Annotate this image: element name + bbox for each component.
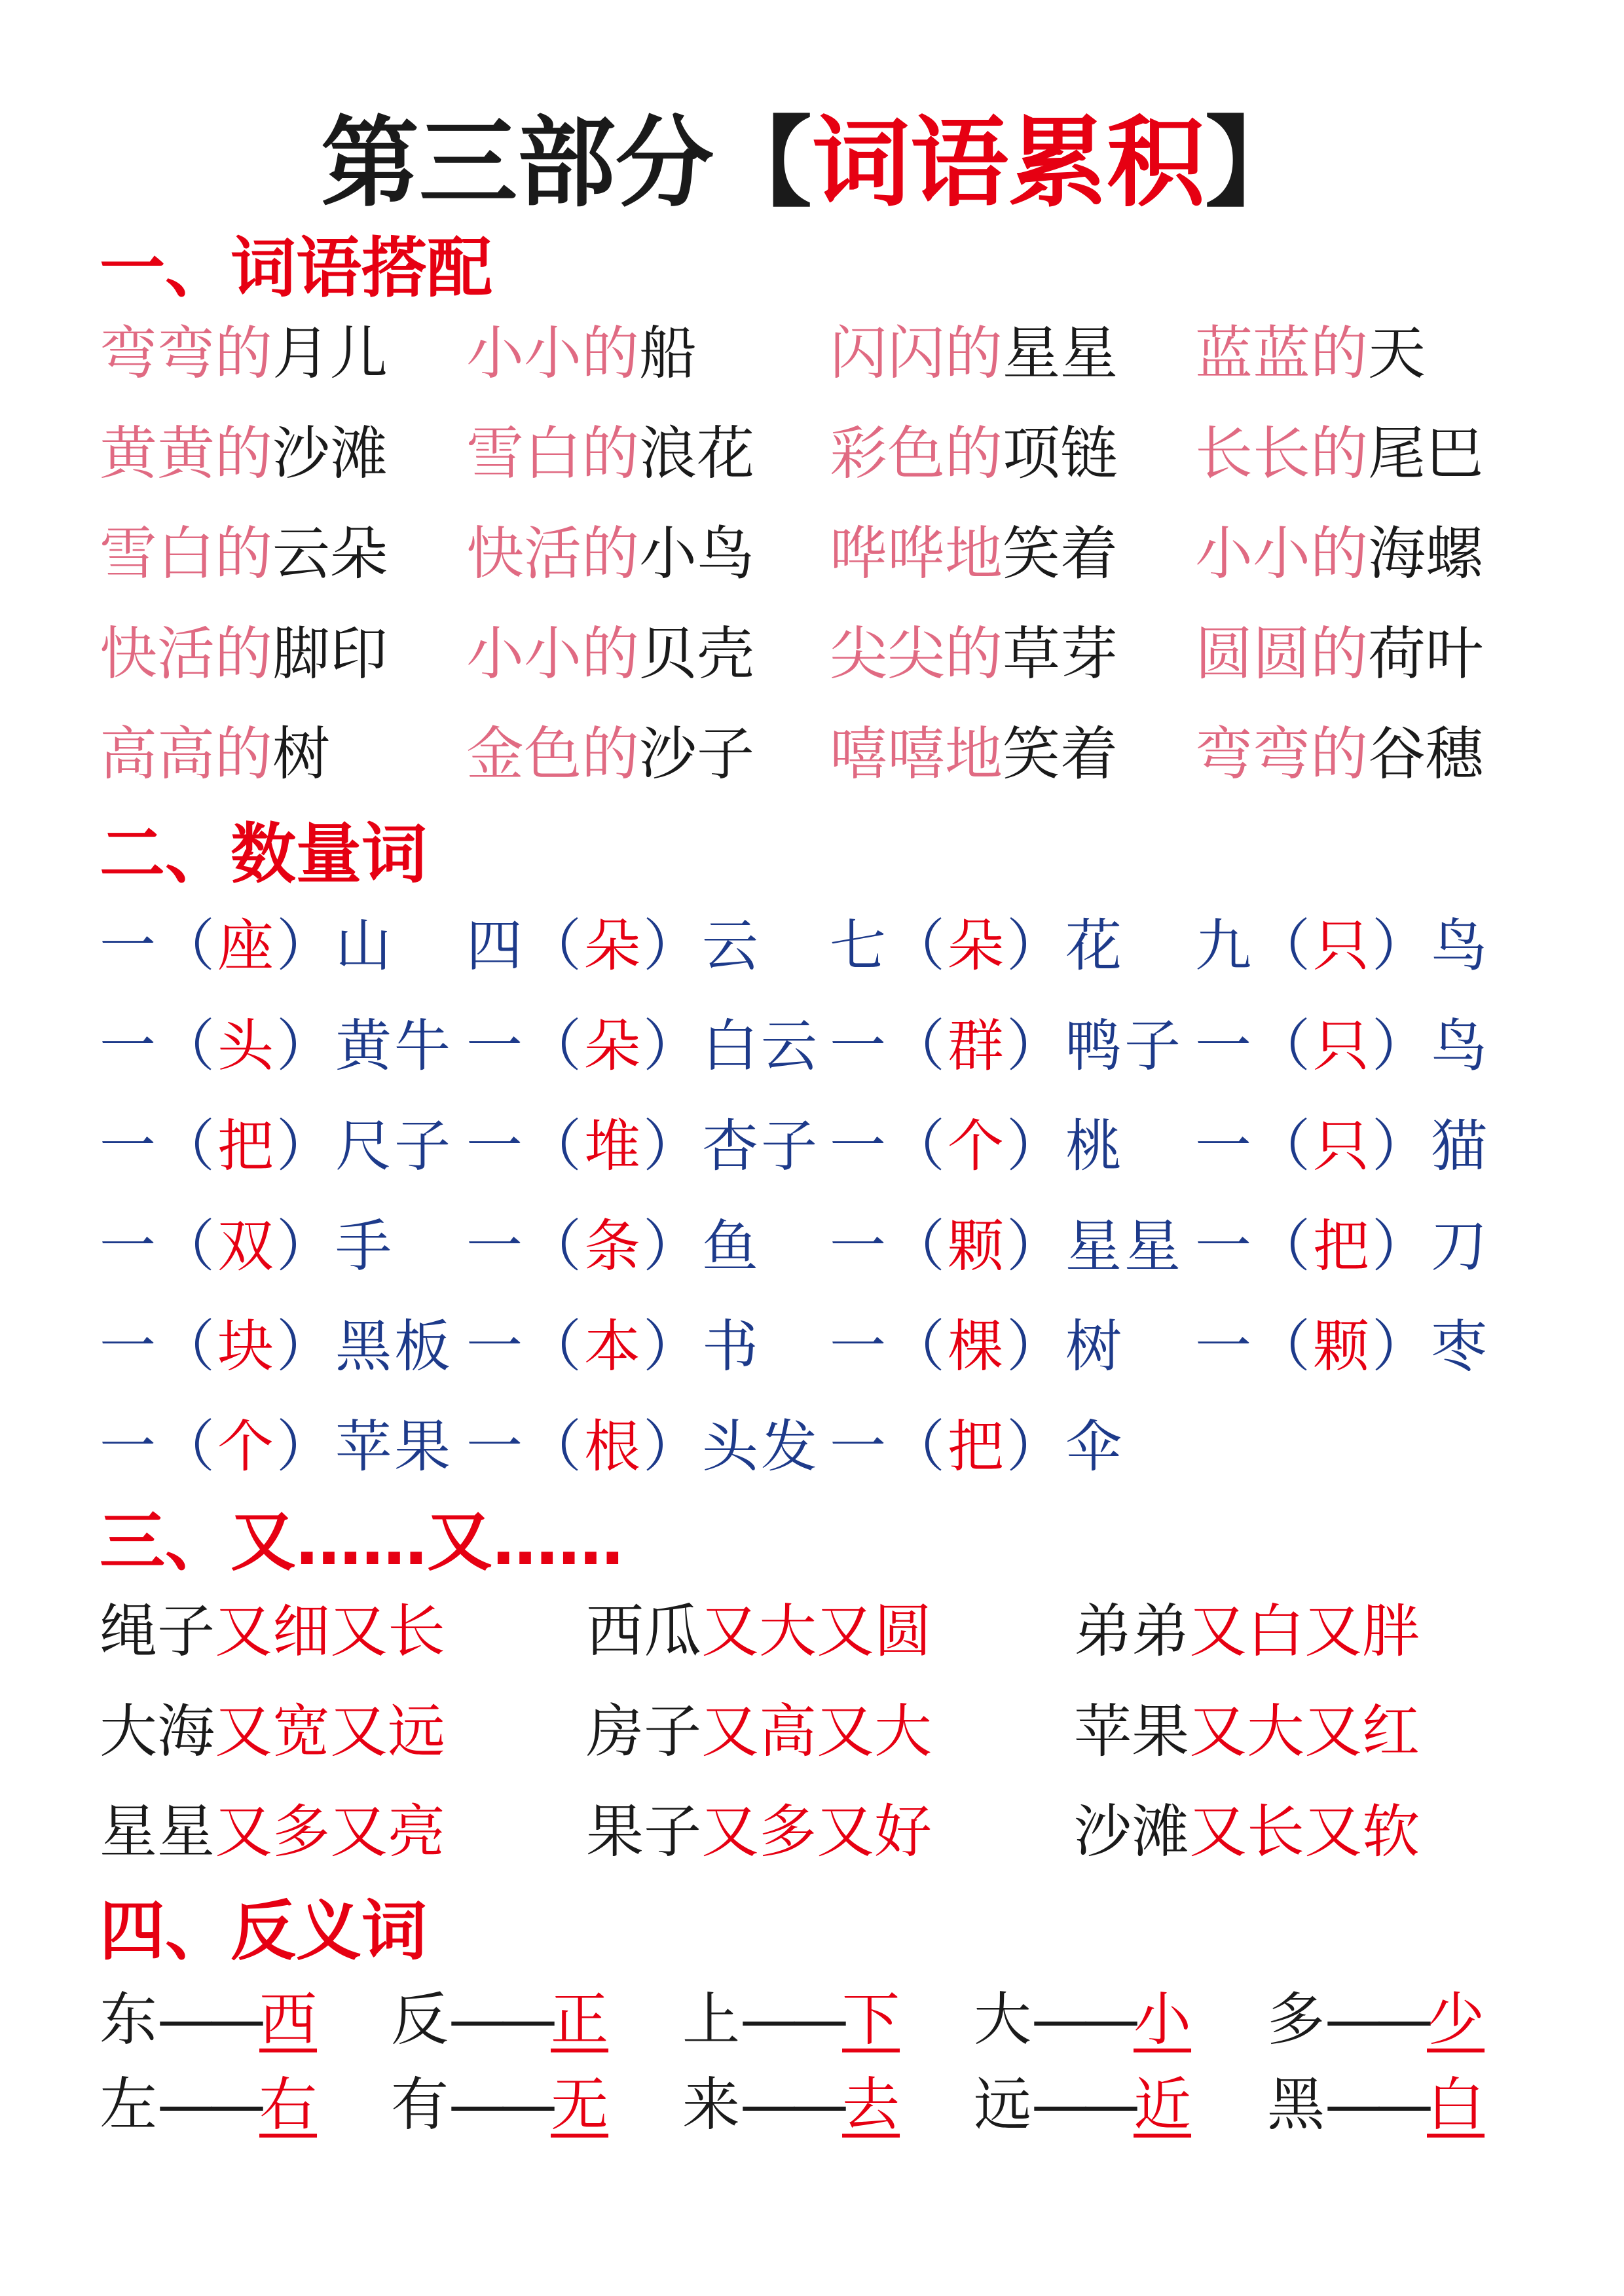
measure-word: 把 [948,1414,1006,1480]
numeral: 一 [466,1013,525,1079]
close-paren: ） [643,1013,702,1079]
close-paren: ） [1006,1414,1065,1480]
collocation-item: 小小的船 [466,319,697,387]
collocation-item: 高高的树 [100,720,331,788]
open-paren: （ [158,1414,217,1480]
description: 又细又长 [215,1597,446,1665]
description: 又多又亮 [215,1798,446,1865]
measure-word-item [830,1007,1183,1085]
section1-heading: 一、词语搭配 [100,230,492,306]
close-paren: ） [1372,913,1431,979]
numeral: 一 [1195,1314,1254,1379]
measure-word-item [830,1207,1183,1286]
word: 远 [974,2071,1032,2138]
antonym: 少 [1427,1986,1485,2053]
word: 上 [682,1986,741,2053]
numeral: 四 [466,913,525,979]
subject: 绳子 [100,1597,215,1665]
collocation-item: 蓝蓝的天 [1195,319,1426,387]
measure-word: 群 [948,1013,1006,1079]
close-paren: ） [1006,1013,1065,1079]
noun: 刀 [1431,1214,1490,1279]
phrase-item [100,1793,445,1871]
numeral: 一 [100,1414,158,1480]
collocation-item: 小小的海螺 [1195,520,1484,587]
collocation-item: 弯弯的月儿 [100,319,388,387]
subject: 沙滩 [1074,1798,1190,1865]
collocation-item: 小小的贝壳 [466,620,755,687]
measure-word-item [100,1408,453,1486]
numeral: 一 [100,1214,158,1279]
word: 反 [391,1986,449,2053]
antonym-pair [100,1980,317,2059]
measure-word-item [100,1307,453,1386]
measure-word-item [1195,1307,1490,1386]
measure-word: 颗 [948,1214,1006,1279]
close-paren: ） [1006,1114,1065,1179]
word: 东 [100,1986,158,2053]
phrase-item [586,1692,932,1771]
measure-word: 只 [1313,1114,1372,1179]
close-paren: ） [1006,913,1065,979]
measure-word-item [466,907,761,985]
collocation-item: 闪闪的星星 [830,319,1118,387]
measure-word-item [100,1107,453,1186]
collocation-item: 弯弯的谷穗 [1195,720,1484,788]
measure-word-item [466,1107,820,1186]
title-topic: 词语累积 [812,107,1206,221]
numeral: 一 [830,1414,889,1480]
dash: —— [1325,1986,1428,2053]
antonym-pair [1267,1980,1485,2059]
noun: 山 [335,913,394,979]
noun: 黄牛 [335,1013,453,1079]
description: 又多又好 [701,1798,932,1865]
close-paren: ） [1006,1314,1065,1379]
open-paren: （ [889,913,948,979]
dash: —— [157,1986,260,2053]
word: 来 [682,2071,741,2138]
measure-word-item [1195,1107,1490,1186]
open-paren: （ [1254,1013,1313,1079]
measure-word: 头 [217,1013,276,1079]
collocation-item: 黄黄的沙滩 [100,420,388,487]
phrase-item [586,1793,932,1871]
measure-word-item [830,907,1124,985]
antonym: 正 [551,1986,609,2053]
noun: 头发 [702,1414,820,1480]
antonym: 无 [551,2071,609,2138]
antonym: 右 [259,2071,318,2138]
open-paren: （ [1254,1114,1313,1179]
noun: 鸭子 [1065,1013,1183,1079]
antonym-pair [100,2066,317,2144]
measure-word-item [100,1007,453,1085]
noun: 枣 [1431,1314,1490,1379]
measure-word: 块 [217,1314,276,1379]
measure-word: 个 [948,1114,1006,1179]
dash: —— [740,1986,843,2053]
dash: —— [1325,2071,1428,2138]
noun: 黑板 [335,1314,453,1379]
numeral: 一 [100,913,158,979]
noun: 鸟 [1431,1013,1490,1079]
collocation-item: 快活的小鸟 [466,520,755,587]
measure-word: 把 [217,1114,276,1179]
close-paren: ） [1372,1314,1431,1379]
open-paren: （ [525,1013,584,1079]
title-close-bracket: 】 [1205,107,1304,221]
open-paren: （ [1254,1214,1313,1279]
close-paren: ） [643,913,702,979]
section4-heading: 四、反义词 [100,1893,427,1969]
measure-word: 堆 [584,1114,643,1179]
noun: 猫 [1431,1114,1490,1179]
dash: —— [157,2071,260,2138]
measure-word: 朵 [948,913,1006,979]
noun: 书 [702,1314,761,1379]
word: 多 [1267,1986,1325,2053]
measure-word: 双 [217,1214,276,1279]
antonym: 近 [1134,2071,1192,2138]
phrase-item [100,1692,445,1771]
close-paren: ） [1006,1214,1065,1279]
measure-word-item [100,1207,394,1286]
noun: 白云 [702,1013,820,1079]
close-paren: ） [276,913,335,979]
measure-word: 座 [217,913,276,979]
measure-word-item [1195,907,1490,985]
numeral: 一 [1195,1013,1254,1079]
subject: 大海 [100,1698,215,1765]
open-paren: （ [889,1013,948,1079]
antonym-pair [974,1980,1191,2059]
dash: —— [740,2071,843,2138]
numeral: 一 [100,1013,158,1079]
noun: 伞 [1065,1414,1124,1480]
noun: 尺子 [335,1114,453,1179]
open-paren: （ [525,913,584,979]
measure-word: 朵 [584,913,643,979]
measure-word-item [466,1408,820,1486]
antonym-pair [682,1980,900,2059]
collocation-item: 尖尖的草芽 [830,620,1118,687]
close-paren: ） [1372,1013,1431,1079]
collocation-item: 雪白的浪花 [466,420,755,487]
page-title [0,98,1624,229]
antonym-pair [1267,2066,1485,2144]
measure-word-item [1195,1207,1490,1286]
dash: —— [449,1986,551,2053]
description: 又长又软 [1189,1798,1420,1865]
open-paren: （ [158,1013,217,1079]
description: 又高又大 [701,1698,932,1765]
open-paren: （ [1254,1314,1313,1379]
numeral: 九 [1195,913,1254,979]
noun: 手 [335,1214,394,1279]
numeral: 一 [830,1114,889,1179]
close-paren: ） [1372,1214,1431,1279]
subject: 苹果 [1074,1698,1190,1765]
close-paren: ） [276,1214,335,1279]
collocation-item: 雪白的云朵 [100,520,388,587]
antonym-pair [391,1980,608,2059]
close-paren: ） [643,1114,702,1179]
subject: 房子 [586,1698,702,1765]
numeral: 一 [466,1114,525,1179]
title-part: 第三部分 [320,107,714,221]
phrase-item [586,1592,932,1671]
dash: —— [1031,1986,1134,2053]
numeral: 一 [466,1414,525,1480]
dash: —— [1031,2071,1134,2138]
numeral: 一 [830,1314,889,1379]
section3-heading: 三、又……又…… [100,1503,623,1580]
close-paren: ） [276,1114,335,1179]
open-paren: （ [889,1214,948,1279]
phrase-item [100,1592,445,1671]
open-paren: （ [525,1314,584,1379]
noun: 鸟 [1431,913,1490,979]
numeral: 一 [830,1214,889,1279]
close-paren: ） [643,1214,702,1279]
description: 又白又胖 [1189,1597,1420,1665]
subject: 星星 [100,1798,215,1865]
open-paren: （ [158,1314,217,1379]
open-paren: （ [158,1114,217,1179]
antonym: 下 [842,1986,900,2053]
close-paren: ） [276,1314,335,1379]
measure-word-item [466,1007,820,1085]
title-open-bracket: 【 [713,107,812,221]
numeral: 一 [1195,1114,1254,1179]
collocation-item: 圆圆的荷叶 [1195,620,1484,687]
noun: 树 [1065,1314,1124,1379]
collocation-item: 彩色的项链 [830,420,1118,487]
noun: 云 [702,913,761,979]
noun: 苹果 [335,1414,453,1480]
measure-word: 本 [584,1314,643,1379]
antonym: 西 [259,1986,318,2053]
section2-heading: 二、数量词 [100,816,427,892]
collocation-item: 嘻嘻地笑着 [830,720,1118,788]
measure-word: 棵 [948,1314,1006,1379]
antonym: 小 [1134,1986,1192,2053]
measure-word: 朵 [584,1013,643,1079]
subject: 果子 [586,1798,702,1865]
measure-word: 把 [1313,1214,1372,1279]
measure-word-item [830,1107,1124,1186]
measure-word-item [830,1408,1124,1486]
measure-word-item [100,907,394,985]
open-paren: （ [889,1414,948,1480]
numeral: 七 [830,913,889,979]
antonym: 去 [842,2071,900,2138]
measure-word: 颗 [1313,1314,1372,1379]
open-paren: （ [1254,913,1313,979]
collocation-item: 快活的脚印 [100,620,388,687]
subject: 弟弟 [1074,1597,1190,1665]
description: 又宽又远 [215,1698,446,1765]
close-paren: ） [276,1414,335,1480]
word: 黑 [1267,2071,1325,2138]
measure-word: 条 [584,1214,643,1279]
measure-word-item [466,1307,761,1386]
numeral: 一 [466,1314,525,1379]
measure-word: 只 [1313,1013,1372,1079]
open-paren: （ [158,1214,217,1279]
open-paren: （ [158,913,217,979]
close-paren: ） [276,1013,335,1079]
close-paren: ） [1372,1114,1431,1179]
measure-word-item [830,1307,1124,1386]
measure-word-item [1195,1007,1490,1085]
collocation-item: 金色的沙子 [466,720,755,788]
antonym-pair [391,2066,608,2144]
noun: 星星 [1065,1214,1183,1279]
measure-word-item [466,1207,761,1286]
phrase-item [1074,1592,1420,1671]
open-paren: （ [525,1114,584,1179]
close-paren: ） [643,1314,702,1379]
word: 大 [974,1986,1032,2053]
numeral: 一 [1195,1214,1254,1279]
collocation-item: 哗哗地笑着 [830,520,1118,587]
antonym-pair [974,2066,1191,2144]
open-paren: （ [889,1114,948,1179]
numeral: 一 [830,1013,889,1079]
noun: 杏子 [702,1114,820,1179]
word: 左 [100,2071,158,2138]
subject: 西瓜 [586,1597,702,1665]
description: 又大又红 [1189,1698,1420,1765]
numeral: 一 [100,1314,158,1379]
description: 又大又圆 [701,1597,932,1665]
numeral: 一 [466,1214,525,1279]
antonym: 白 [1427,2071,1485,2138]
open-paren: （ [525,1414,584,1480]
noun: 花 [1065,913,1124,979]
noun: 桃 [1065,1114,1124,1179]
collocation-item: 长长的尾巴 [1195,420,1484,487]
numeral: 一 [100,1114,158,1179]
phrase-item [1074,1692,1420,1771]
dash: —— [449,2071,551,2138]
close-paren: ） [643,1414,702,1480]
phrase-item [1074,1793,1420,1871]
open-paren: （ [525,1214,584,1279]
noun: 鱼 [702,1214,761,1279]
measure-word: 个 [217,1414,276,1480]
measure-word: 只 [1313,913,1372,979]
word: 有 [391,2071,449,2138]
open-paren: （ [889,1314,948,1379]
measure-word: 根 [584,1414,643,1480]
antonym-pair [682,2066,900,2144]
